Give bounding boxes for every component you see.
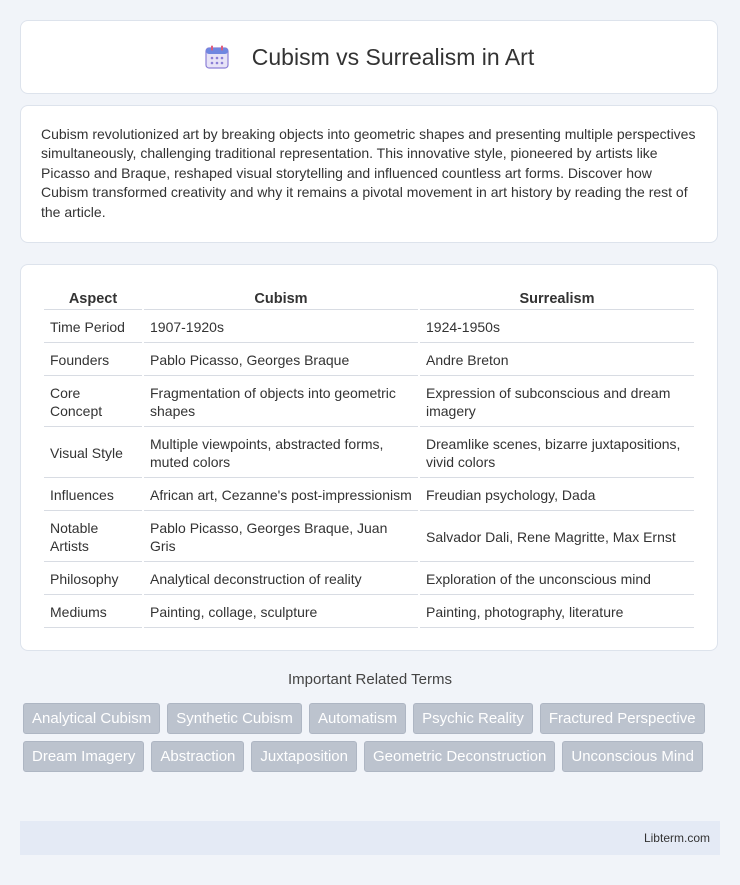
cell-cubism: Fragmentation of objects into geometric shapes (144, 378, 418, 427)
table-row (44, 345, 694, 376)
table-row (44, 564, 694, 595)
cell-cubism: Analytical deconstruction of reality (144, 564, 418, 595)
footer-brand[interactable]: Libterm.com (643, 831, 710, 845)
related-term-tag[interactable]: Fractured Perspective (540, 703, 705, 734)
related-terms-list (23, 703, 723, 779)
cell-aspect: Time Period (44, 312, 142, 343)
related-terms-title: Important Related Terms (288, 671, 452, 688)
cell-cubism: African art, Cezanne's post-impressionism (144, 480, 418, 511)
table-row (44, 312, 694, 343)
cell-surrealism: Salvador Dali, Rene Magritte, Max Ernst (420, 513, 694, 562)
related-term-tag[interactable]: Dream Imagery (23, 741, 144, 772)
cell-surrealism: Freudian psychology, Dada (420, 480, 694, 511)
header-aspect: Aspect (44, 285, 142, 310)
related-term-tag[interactable]: Synthetic Cubism (167, 703, 302, 734)
cell-aspect: Mediums (44, 597, 142, 628)
cell-aspect: Notable Artists (44, 513, 142, 562)
table-row (44, 480, 694, 511)
related-term-tag[interactable]: Psychic Reality (413, 703, 533, 734)
cell-aspect: Core Concept (44, 378, 142, 427)
page-title: Cubism vs Surrealism in Art (251, 43, 535, 70)
table-row (44, 597, 694, 628)
table-row (44, 513, 694, 562)
cell-cubism: Multiple viewpoints, abstracted forms, muted colors (144, 429, 418, 478)
cell-surrealism: 1924-1950s (420, 312, 694, 343)
header-cubism: Cubism (144, 285, 418, 310)
related-term-tag[interactable]: Unconscious Mind (562, 741, 703, 772)
related-term-tag[interactable]: Analytical Cubism (23, 703, 160, 734)
table-header-row (44, 285, 694, 310)
cell-cubism: Pablo Picasso, Georges Braque, Juan Gris (144, 513, 418, 562)
table-row (44, 429, 694, 478)
cell-cubism: Painting, collage, sculpture (144, 597, 418, 628)
related-term-tag[interactable]: Abstraction (151, 741, 244, 772)
cell-surrealism: Andre Breton (420, 345, 694, 376)
intro-card (20, 105, 718, 243)
footer (20, 821, 720, 855)
cell-surrealism: Painting, photography, literature (420, 597, 694, 628)
header-card (20, 20, 718, 94)
related-term-tag[interactable]: Geometric Deconstruction (364, 741, 555, 772)
cell-surrealism: Expression of subconscious and dream imagery (420, 378, 694, 427)
comparison-card (20, 264, 718, 651)
related-term-tag[interactable]: Automatism (309, 703, 406, 734)
header-surrealism: Surrealism (420, 285, 694, 310)
cell-cubism: Pablo Picasso, Georges Braque (144, 345, 418, 376)
comparison-table (42, 283, 696, 630)
intro-text: Cubism revolutionized art by breaking objects into geometric shapes and presenting multiple perspectives simultaneously, challenging traditional representation. This innovative style, pioneered by artists like Picasso and Braque, reshaped visual storytelling and influenced countless art forms. Discover how Cubism transformed creativity and why it remains a pivotal movement in art history by reading the rest of the article. (41, 126, 696, 220)
cell-aspect: Influences (44, 480, 142, 511)
calendar-icon (204, 44, 230, 70)
cell-surrealism: Dreamlike scenes, bizarre juxtapositions, vivid colors (420, 429, 694, 478)
cell-aspect: Founders (44, 345, 142, 376)
table-row (44, 378, 694, 427)
related-term-tag[interactable]: Juxtaposition (251, 741, 357, 772)
cell-cubism: 1907-1920s (144, 312, 418, 343)
cell-surrealism: Exploration of the unconscious mind (420, 564, 694, 595)
cell-aspect: Visual Style (44, 429, 142, 478)
cell-aspect: Philosophy (44, 564, 142, 595)
